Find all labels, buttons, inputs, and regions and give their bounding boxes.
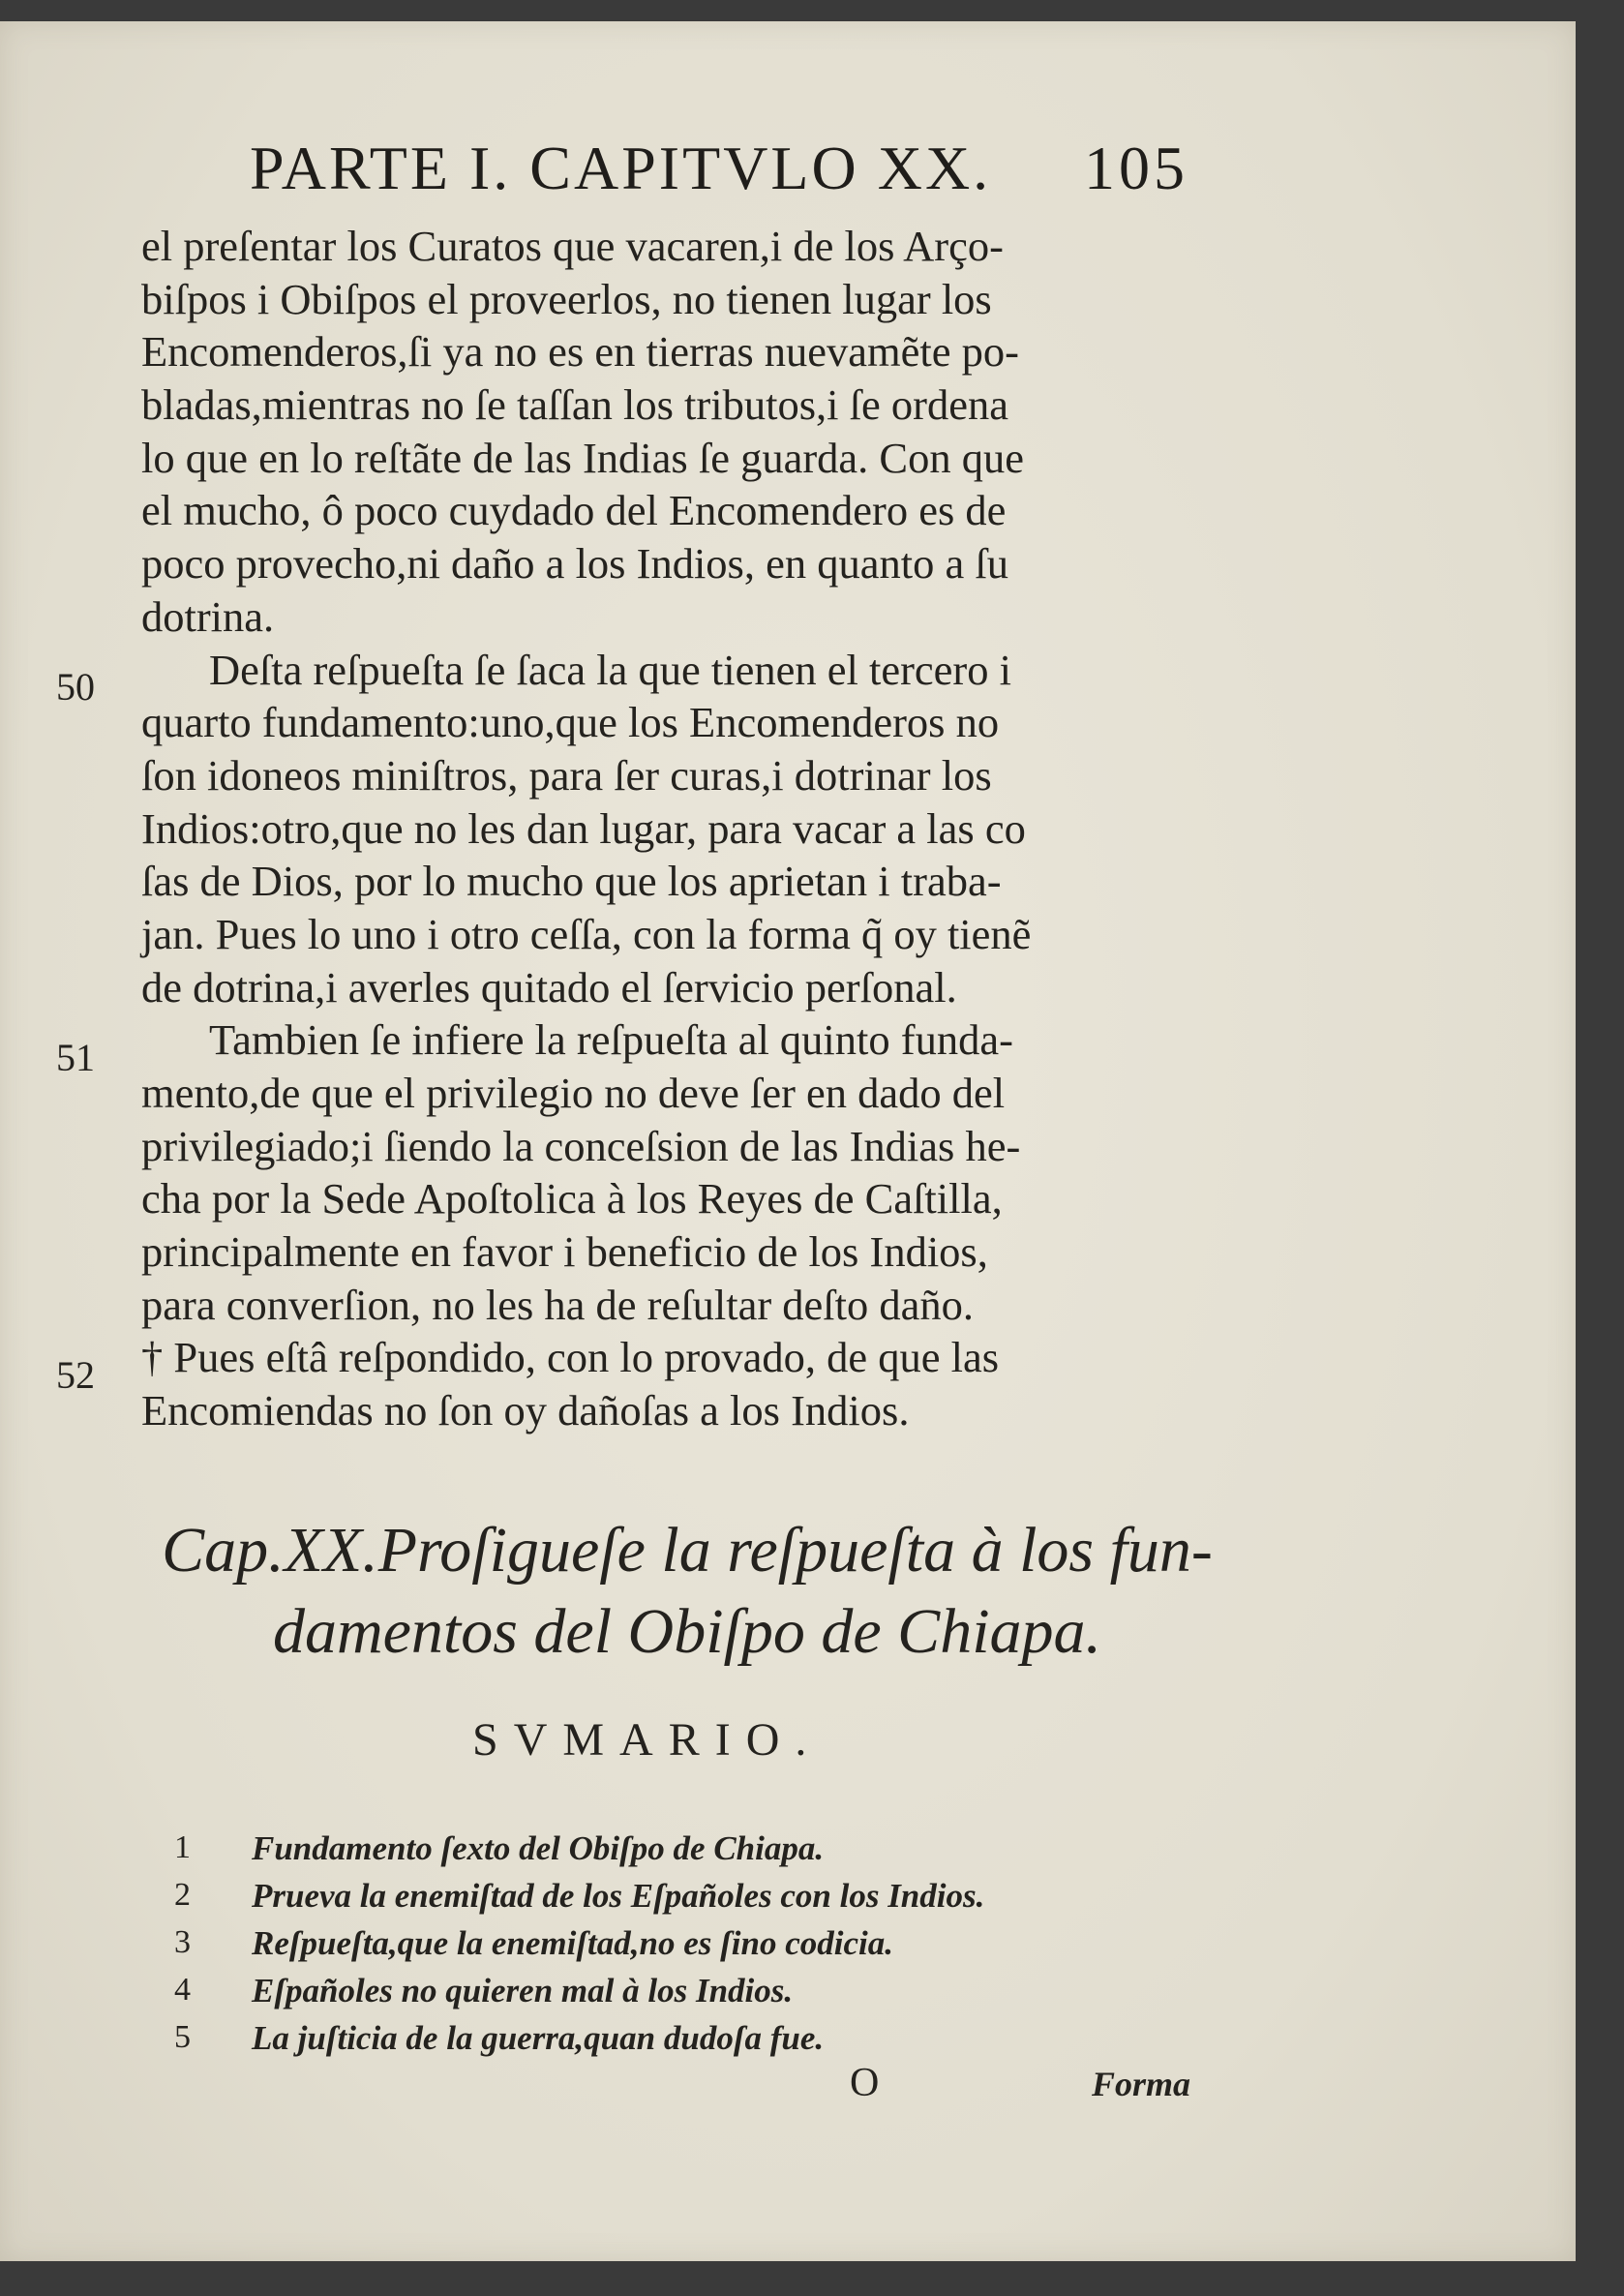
signature-mark: O [850, 2061, 880, 2105]
sumario-heading: SVMARIO. [472, 1714, 823, 1766]
margin-number: 52 [56, 1353, 95, 1397]
list-item [174, 1829, 1239, 1877]
sumario-list [174, 1829, 1239, 2067]
chapter-heading [145, 1510, 1229, 1673]
text-line: Encomiendas no ſon oy dañoſas a los Indios. [141, 1386, 910, 1435]
text-line: dotrina. [141, 591, 275, 641]
text-line: Deſta reſpueſta ſe ſaca la que tienen el tercero i [209, 645, 1011, 694]
body-text [141, 220, 1218, 1437]
book-page [0, 21, 1576, 2261]
text-line: bladas,mientras no ſe taſſan los tributos,i ſe ordena [141, 380, 1008, 430]
margin-number: 50 [56, 665, 95, 709]
text-line: privilegiado;i ſiendo la conceſsion de las Indias he- [141, 1121, 1021, 1170]
item-number: 3 [174, 1924, 191, 1960]
text-line: ſon idoneos miniſtros, para ſer curas,i dotrinar los [141, 750, 992, 800]
chapter-heading-line: Cap.XX.Proſigueſe la reſpueſta à los fun- [162, 1515, 1213, 1586]
text-line: el mucho, ô poco cuydado del Encomendero es de [141, 486, 1007, 535]
catchword: Forma [1092, 2065, 1191, 2103]
list-item [174, 1972, 1239, 2019]
text-line: † Pues eſtâ reſpondido, con lo provado, de que las [141, 1333, 1000, 1382]
text-line: Tambien ſe infiere la reſpueſta al quinto funda- [209, 1015, 1013, 1065]
text-line: jan. Pues lo uno i otro ceſſa, con la forma q̃ oy tienẽ [141, 909, 1032, 958]
page-number: 105 [1084, 134, 1188, 202]
text-line: lo que en lo reſtãte de las Indias ſe guarda. Con que [141, 433, 1024, 482]
text-line: ſas de Dios, por lo mucho que los aprietan i traba- [141, 857, 1002, 906]
item-text: La juſticia de la guerra,quan dudoſa fue. [252, 2019, 825, 2057]
margin-number: 51 [56, 1036, 95, 1079]
text-line: principalmente en favor i beneficio de los Indios, [141, 1227, 988, 1277]
text-line: mento,de que el privilegio no deve ſer en dado del [141, 1069, 1006, 1117]
item-number: 4 [174, 1972, 191, 2008]
text-line: Encomenderos,ſi ya no es en tierras nuevamẽte po- [141, 327, 1019, 377]
item-text: Prueva la enemiſtad de los Eſpañoles con los Indios. [252, 1877, 985, 1915]
text-line: quarto fundamento:uno,que los Encomenderos no [141, 698, 1000, 747]
text-line: el preſentar los Curatos que vacaren,i de los Arço- [141, 222, 1004, 270]
item-number: 5 [174, 2019, 191, 2055]
text-line: biſpos i Obiſpos el proveerlos, no tienen lugar los [141, 274, 992, 323]
list-item [174, 1924, 1239, 1972]
item-text: Reſpueſta,que la enemiſtad,no es ſino codicia. [252, 1924, 893, 1962]
text-line: poco provecho,ni daño a los Indios, en quanto a ſu [141, 539, 1008, 589]
list-item [174, 1877, 1239, 1924]
text-line: para converſion, no les ha de reſultar deſto daño. [141, 1280, 975, 1329]
item-number: 2 [174, 1877, 191, 1913]
item-text: Fundamento ſexto del Obiſpo de Chiapa. [252, 1829, 825, 1867]
text-line: de dotrina,i averles quitado el ſervicio perſonal. [141, 962, 957, 1012]
list-item [174, 2019, 1239, 2067]
item-text: Eſpañoles no quieren mal à los Indios. [252, 1972, 794, 2009]
text-line: Indios:otro,que no les dan lugar, para vacar a las co [141, 803, 1026, 853]
chapter-heading-line: damentos del Obiſpo de Chiapa. [272, 1596, 1102, 1667]
running-title: PARTE I. CAPITVLO XX. [250, 134, 992, 202]
text-line: cha por la Sede Apoſtolica à los Reyes de Caſtilla, [141, 1174, 1003, 1224]
item-number: 1 [174, 1829, 191, 1865]
running-header [250, 133, 1218, 210]
